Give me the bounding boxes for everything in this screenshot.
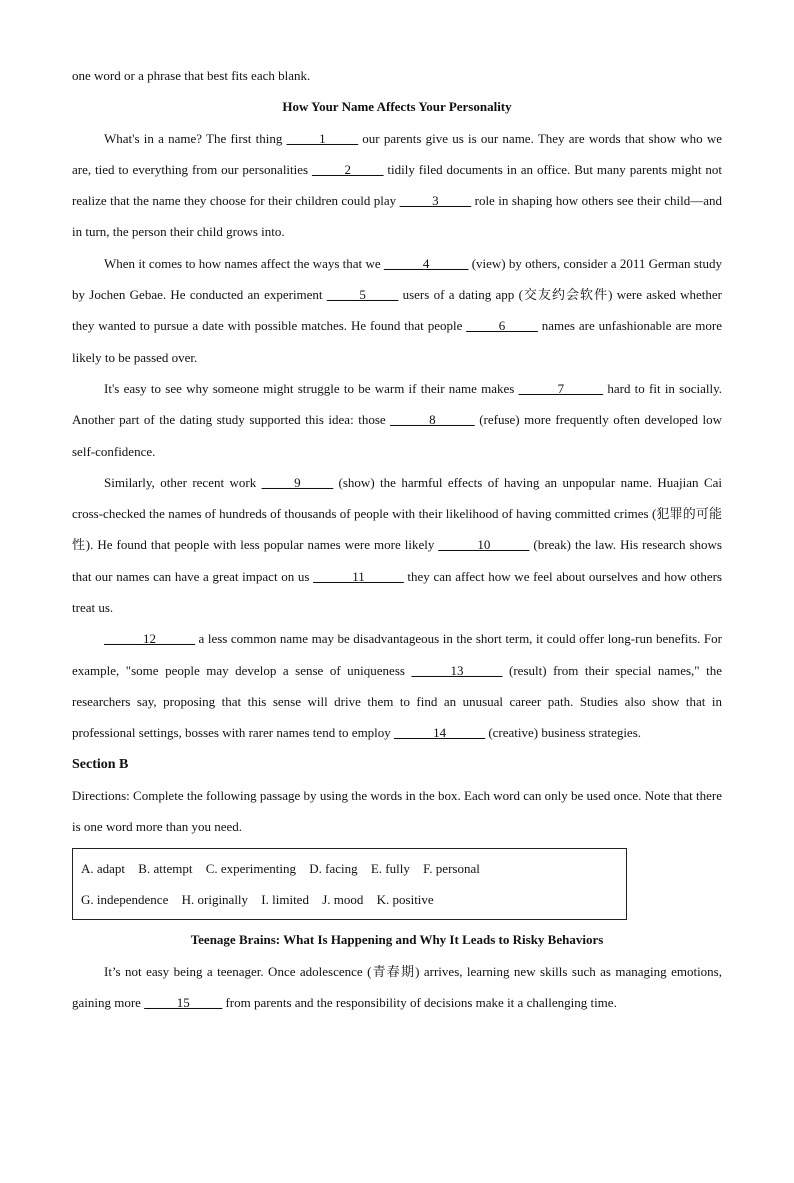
paragraph-2: [72, 248, 722, 373]
text: tidily filed documents in an office. But many parents might not realize that the name they choose for their children could play: [72, 161, 723, 209]
blank-12[interactable]: ______12______: [104, 631, 195, 647]
text: When it comes to how names affect the ways that we: [104, 255, 384, 271]
word-option: G. independence: [81, 892, 169, 908]
word-option: B. attempt: [138, 861, 193, 877]
blank-8[interactable]: ______8______: [390, 412, 475, 428]
word-option: D. facing: [309, 861, 358, 877]
blank-14[interactable]: ______14______: [394, 725, 486, 741]
blank-15[interactable]: _____15_____: [144, 995, 223, 1011]
blank-13[interactable]: ______13______: [411, 662, 503, 678]
passage-title-2: Teenage Brains: What Is Happening and Why It Leads to Risky Behaviors: [190, 932, 604, 948]
word-box-row-2: [81, 884, 618, 915]
paragraph-4: [72, 467, 722, 623]
intro-line: one word or a phrase that best fits each blank.: [72, 68, 311, 83]
paragraph-6: [72, 956, 722, 1019]
blank-3[interactable]: _____3_____: [399, 193, 472, 209]
blank-7[interactable]: ______7______: [518, 380, 604, 396]
word-option: C. experimenting: [205, 861, 296, 877]
text: a less common name may be disadvantageous in the short term, it could offer long-run benefits. For example, "some people may develop a sense of uniqueness: [72, 631, 722, 678]
text: role in shaping how others see their child—and in turn, the person their child grows into.: [72, 193, 722, 240]
text: (show) the harmful effects of having an unpopular name. Huajian Cai cross-checked the names of hundreds of thousands of people with their likelihood of having committed crimes (犯罪的可能性). He found that people with less popular names were more likely: [72, 474, 722, 553]
text: they can affect how we feel about ourselves and how others treat us.: [72, 568, 722, 616]
text: (refuse) more frequently often developed low self-confidence.: [72, 412, 722, 459]
text: from parents and the responsibility of decisions make it a challenging time.: [222, 995, 617, 1011]
blank-9[interactable]: _____9_____: [261, 474, 334, 490]
blank-1[interactable]: _____1_____: [286, 130, 359, 146]
text: What's in a name? The first thing: [104, 130, 287, 146]
word-option: H. originally: [181, 892, 249, 908]
blank-4[interactable]: ______4______: [383, 255, 469, 271]
text: users of a dating app (交友约会软件) were asked whether they wanted to pursue a date with possible matches. He found that people: [72, 287, 722, 334]
text: hard to fit in socially. Another part of the dating study supported this idea: those: [72, 380, 723, 428]
blank-5[interactable]: _____5_____: [326, 287, 399, 303]
text: It's easy to see why someone might struggle to be warm if their name makes: [104, 380, 519, 396]
word-box: [72, 848, 627, 920]
paragraph-5: [72, 623, 722, 748]
text: (creative) business strategies.: [485, 725, 642, 741]
directions: Directions: Complete the following passage by using the words in the box. Each word can only be used once. Note that there is one word more than you need.: [72, 787, 722, 835]
blank-2[interactable]: _____2_____: [312, 161, 384, 177]
document-page: [0, 60, 794, 1183]
blank-6[interactable]: _____6_____: [466, 318, 538, 334]
word-option: A. adapt: [81, 861, 126, 877]
text: (view) by others, consider a 2011 German study by Jochen Gebae. He conducted an experiment: [72, 255, 722, 303]
paragraph-1: [72, 123, 722, 248]
word-option: J. mood: [322, 892, 364, 908]
word-option: F. personal: [423, 861, 480, 877]
blank-10[interactable]: ______10______: [438, 537, 530, 553]
text: Similarly, other recent work: [104, 474, 262, 490]
text: (break) the law. His research shows that our names can have a great impact on us: [72, 537, 722, 584]
section-b-heading: Section B: [72, 756, 129, 772]
word-option: K. positive: [376, 892, 434, 908]
blank-11[interactable]: ______11______: [313, 568, 404, 584]
text: (result) from their special names," the researchers say, proposing that this sense will drive them to find an unusual career path. Studies also show that in professional settings, bosses with rarer names tend to employ: [72, 662, 723, 741]
word-option: I. limited: [261, 892, 309, 908]
paragraph-3: [72, 373, 722, 467]
word-box-row-1: [81, 853, 618, 884]
text: our parents give us is our name. They are words that show who we are, tied to everything from our personalities: [72, 130, 722, 177]
text: names are unfashionable are more likely to be passed over.: [72, 318, 722, 365]
text: It’s not easy being a teenager. Once adolescence (青春期) arrives, learning new skills such as managing emotions, gaining more: [72, 963, 722, 1011]
passage-title-1: How Your Name Affects Your Personality: [282, 99, 512, 115]
word-option: E. fully: [370, 861, 410, 877]
